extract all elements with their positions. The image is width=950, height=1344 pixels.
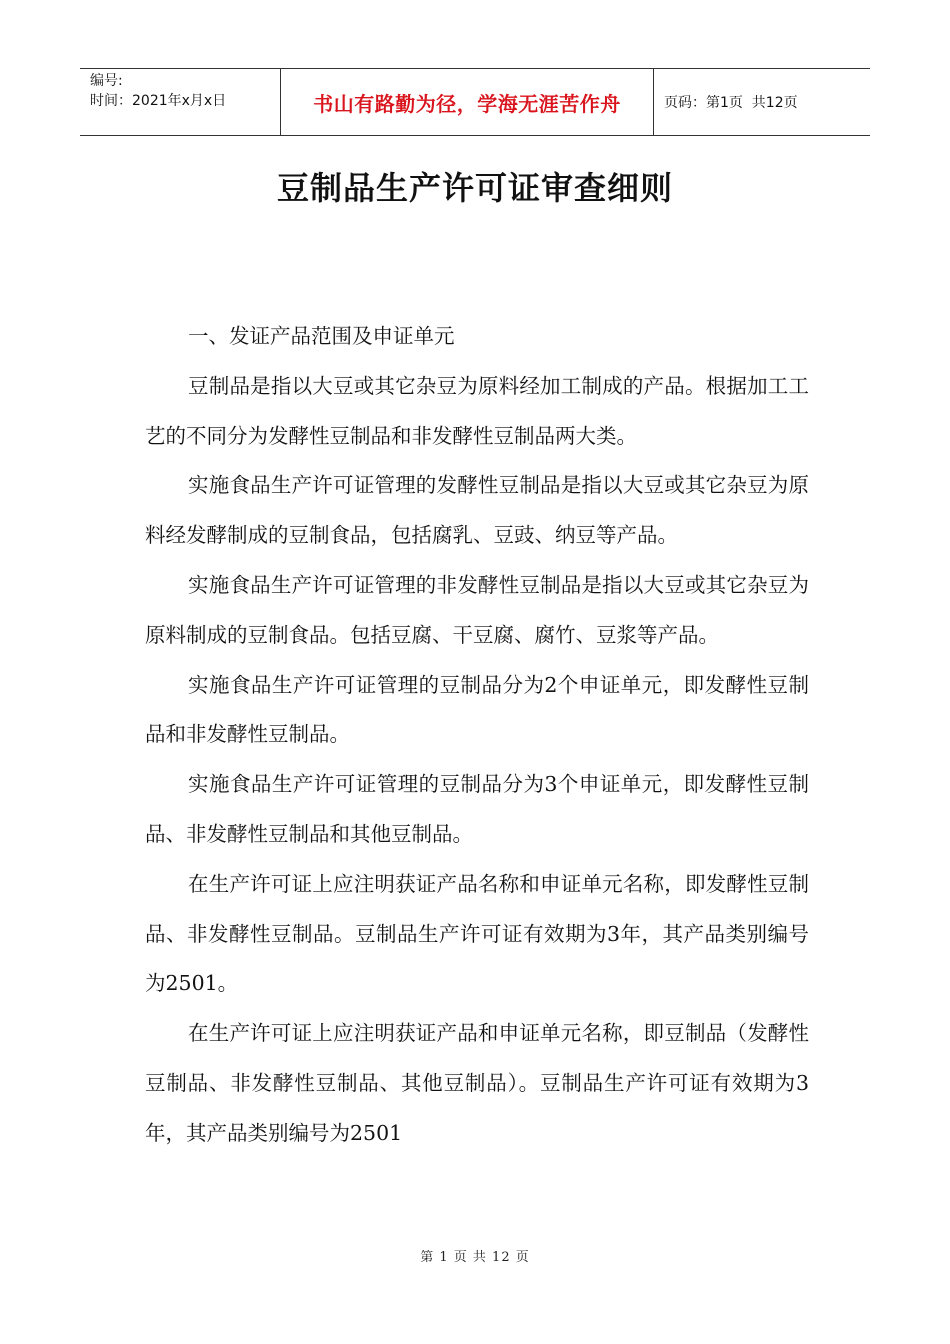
document-title: 豆制品生产许可证审查细则 [276,169,673,207]
page-footer: 第 1 页 共 12 页 [420,1250,530,1265]
body-paragraph: 实施食品生产许可证管理的豆制品分为3个申证单元，即发酵性豆制品、非发酵性豆制品和其他豆制品。 [145,772,809,846]
section-heading: 一、发证产品范围及申证单元 [188,324,455,348]
document-time-label: 时间：2021年x月x日 [90,93,227,109]
body-paragraph: 实施食品生产许可证管理的非发酵性豆制品是指以大豆或其它杂豆为原料制成的豆制食品。包括豆腐、干豆腐、腐竹、豆浆等产品。 [145,572,809,647]
body-paragraph: 实施食品生产许可证管理的发酵性豆制品是指以大豆或其它杂豆为原料经发酵制成的豆制食品，包括腐乳、豆豉、纳豆等产品。 [145,473,809,548]
header-page-info [654,69,870,135]
body-paragraph: 实施食品生产许可证管理的豆制品分为2个申证单元，即发酵性豆制品和非发酵性豆制品。 [145,672,809,747]
header-motto: 书山有路勤为径，学海无涯苦作舟 [281,69,654,135]
header-page-info-text: 页码：第1页 共12页 [664,95,798,111]
document-number-label: 编号: [90,73,123,89]
body-paragraph: 在生产许可证上应注明获证产品和申证单元名称，即豆制品（发酵性豆制品、非发酵性豆制品、其他豆制品）。豆制品生产许可证有效期为3年，其产品类别编号为2501 [145,1021,809,1145]
body-paragraph: 豆制品是指以大豆或其它杂豆为原料经加工制成的产品。根据加工工艺的不同分为发酵性豆制品和非发酵性豆制品两大类。 [145,373,809,448]
body-paragraph: 在生产许可证上应注明获证产品名称和申证单元名称，即发酵性豆制品、非发酵性豆制品。豆制品生产许可证有效期为3年，其产品类别编号为2501。 [145,871,809,996]
document-body [145,312,809,1159]
page-header [80,68,870,136]
header-meta [80,69,281,135]
